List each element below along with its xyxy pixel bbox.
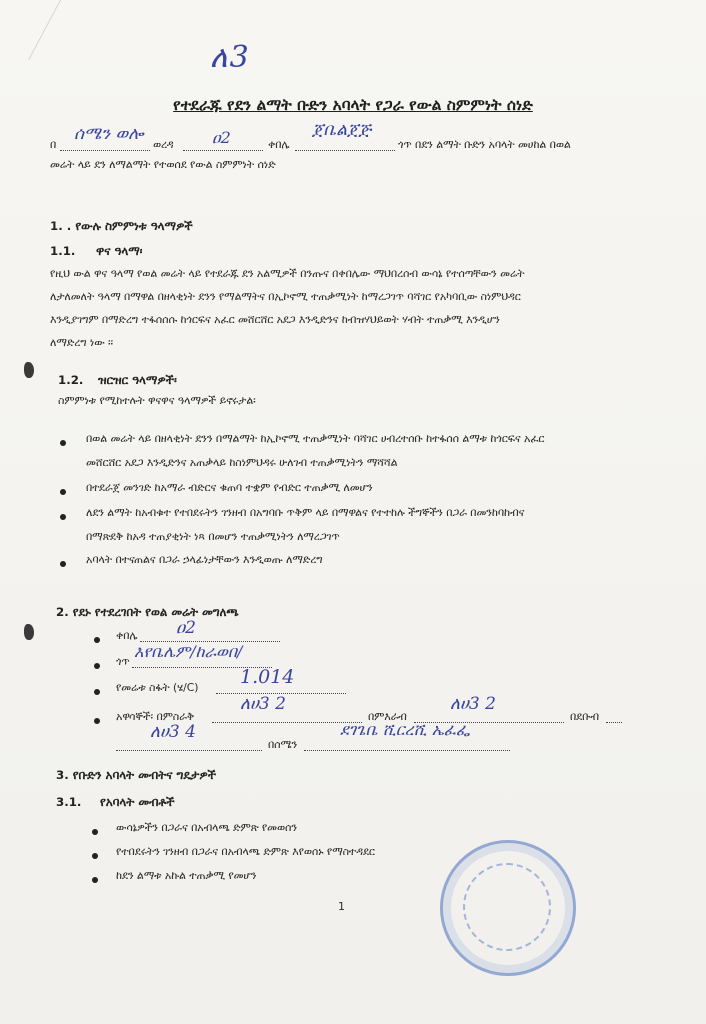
- section-1-1-number: 1.1.: [50, 244, 76, 258]
- bullet-dot: [60, 514, 66, 520]
- intro-label-kebele: ቀበሌ: [268, 138, 290, 151]
- ink-blot: [24, 624, 34, 640]
- north-field-value: ደገጌቤ ሺርረሺ ኤፈፌ: [340, 720, 470, 739]
- objective-item-cont: መሸርሸር አደጋ እንዲድንና አጠቃላይ ከስነምህዳሩ ሁለገብ ተጠቃሚነትን ማሻሻል: [86, 456, 398, 469]
- objective-item: አባላት በተናጠልና በጋራ ኃላፊነታቸውን እንዲወጡ ለማድረግ: [86, 553, 323, 566]
- objective-item: ለደን ልማት ከአብቁተ የተበደሩትን ገንዘብ በአግባቡ ጥቅም ላይ በማዋልና የተተከሉ ችግኞችን በጋራ በመንከባከብና: [86, 506, 525, 519]
- section-3-1-title: የአባላት መብቶች: [100, 795, 175, 809]
- land-area-label: የመሬቱ ስፋት (ሄ/C): [116, 681, 199, 694]
- objective-item-cont: በማጽደቅ ከአዳ ተጠያቂነት ነጻ በመሆን ተጠቃሚነትን ለማረጋገጥ: [86, 530, 340, 543]
- paragraph-line: ለታለመለት ዓላማ በማዋል በዘላቂነት ደንን የማልማትና በኢኮኖሚ ተጠቃሚነት ከማረጋገጥ ባሻገር የአካባቢው ስነምህዳር: [50, 290, 521, 303]
- bullet-dot: [92, 877, 98, 883]
- bullet-dot: [94, 718, 100, 724]
- page-number: 1: [338, 900, 345, 913]
- paragraph-line: እንዲያገግም በማድረግ ተፋሰሰሱ ከጎርፍና አፈር መሸርሸር አደጋ እንዲድንና ከብዝሃህይወት ሃብት ተጠቃሚ እንዲሆን: [50, 313, 500, 326]
- document-title: የተደራጁ የደን ልማት ቡድን አባላት የጋራ የውል ስምምነት ሰነድ: [173, 96, 533, 114]
- official-stamp-seal: [440, 840, 576, 976]
- land-area-field-value: 1.014: [240, 666, 295, 688]
- main-objective-paragraph: [50, 262, 685, 354]
- intro-line-2: መሬት ላይ ደን ለማልማት የተወሰደ የውል ስምምነት ሰነድ: [50, 158, 276, 171]
- north-field-line: [304, 750, 510, 751]
- bullet-dot: [92, 829, 98, 835]
- section-1-heading: 1. . የውሉ ስምምነቱ ዓላማዎች: [50, 219, 193, 233]
- paragraph-line: የዚህ ውል ዋና ዓላማ የወል መሬት ላይ የተደራጁ ደን አልሚዎች በንጡና በቀበሌው ማህበረሰብ ውሳኔ የተሰጣቸውን መሬት: [50, 267, 525, 280]
- bullet-dot: [94, 637, 100, 643]
- member-right-item: ከደን ልማቱ አኩል ተጠቃሚ የመሆን: [116, 869, 257, 882]
- south-field-line-start: [606, 722, 622, 723]
- south-field-value: ለሀ3 4: [150, 722, 196, 742]
- region-fill-line: [60, 150, 150, 151]
- intro-text-after: ጎጥ በደን ልማት ቡድን አባላት መሀከል በወል: [398, 138, 571, 151]
- region-handwritten-value: ሰሜን ወሎ: [74, 124, 144, 144]
- objective-item: በተደራጀ መንገድ ከአማራ ብድርና ቁጠባ ተቋም የብድር ተጠቃሚ ለመሆን: [86, 481, 373, 494]
- bullet-dot: [60, 440, 66, 446]
- woreda-fill-line: [183, 150, 263, 151]
- section-1-1-title: ዋና ዓላማ፡: [96, 244, 143, 258]
- bullet-dot: [60, 489, 66, 495]
- stamp-inner-ring: [463, 863, 551, 951]
- north-label: በሰሜን: [268, 738, 298, 751]
- specific-objectives-intro: ስምምነቱ የሚከተሉት ዋናዋና ዓላማዎች ይኖሩታል፡: [58, 394, 256, 407]
- west-field-value: ለሀ3 2: [450, 694, 496, 714]
- bullet-dot: [94, 689, 100, 695]
- section-1-2-number: 1.2.: [58, 373, 84, 387]
- kebele-handwritten-value: ጀቤልጀጅ: [312, 120, 372, 140]
- section-3-1-number: 3.1.: [56, 795, 82, 809]
- paragraph-line: ለማድረግ ነው ፡፡: [50, 336, 114, 349]
- bullet-dot: [60, 561, 66, 567]
- west-label: በምእራብ: [368, 710, 407, 723]
- woreda-handwritten-value: ዐ2: [212, 128, 231, 147]
- bullet-dot: [94, 663, 100, 669]
- bullet-dot: [92, 853, 98, 859]
- section-2-heading: 2. የደኑ የተደረገበት የወል መሬት መግለጫ: [56, 605, 239, 619]
- boundaries-east-label: አዋሳኞች፡ በምስራቅ: [116, 710, 195, 723]
- gott-field-value: እየቤሌም/ከራወበ/: [134, 642, 243, 661]
- south-label: በደቡብ: [570, 710, 599, 723]
- east-field-value: ለሀ3 2: [240, 694, 286, 714]
- intro-label-region: በ: [50, 138, 57, 151]
- objective-item: በወል መሬት ላይ በዘላቂነት ደንን በማልማት ከኢኮኖሚ ተጠቃሚነት ባሻገር ሀብረተሰቡ ከተፋሰሰ ልማቱ ከጎርፍና አፈር: [86, 432, 545, 445]
- member-right-item: ውሳኔዎችን በጋራና በአብላጫ ድምጽ የመወሰን: [116, 821, 297, 834]
- handwritten-reference-number: ለ3: [210, 40, 251, 75]
- kebele-label: ቀበሌ: [116, 629, 138, 642]
- kebele-field-value: ዐ2: [176, 618, 196, 638]
- intro-label-woreda: ወረዳ: [153, 138, 174, 151]
- gott-label: ጎጥ: [116, 655, 130, 668]
- section-1-2-title: ዝርዝር ዓላማዎች፡: [98, 373, 177, 387]
- kebele-fill-line: [295, 150, 395, 151]
- south-field-line: [116, 750, 262, 751]
- member-right-item: የተበደሩትን ገንዘብ በጋራና በአብላጫ ድምጽ እየወሰኑ የማስተዳደር: [116, 845, 375, 858]
- paper-fold: [0, 0, 61, 60]
- section-3-heading: 3. የቡድን አባላት መብትና ግዴታዎች: [56, 768, 216, 782]
- ink-blot: [24, 362, 34, 378]
